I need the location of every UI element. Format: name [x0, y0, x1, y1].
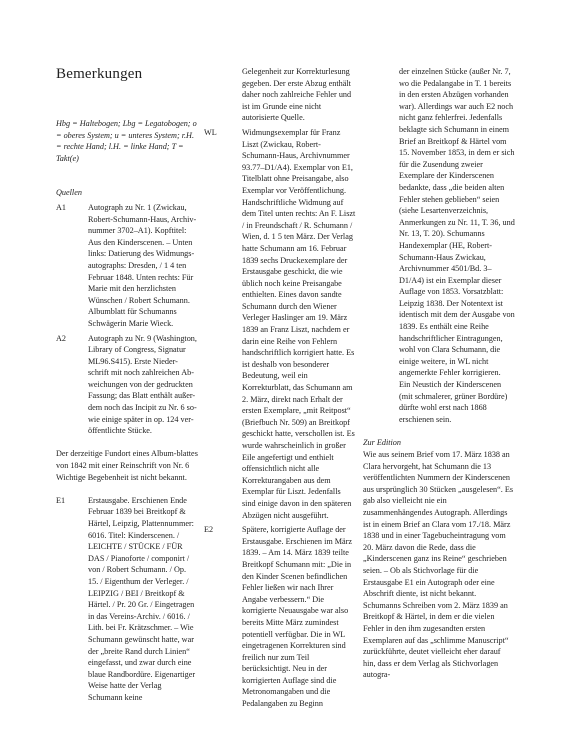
source-description: Autograph zu Nr. 1 (Zwickau, Robert-Schumann-Haus, Archiv-nummer 3702–A1). Kopftitel: Aus den Kinderscenen. – Unten links: Datierung des Widmungs-autographs: Dresden, / 1 4 ten Februar 1848. Unten rechts: Für Marie mit den herzlichsten Wünschen / Robert Schumann. Albumblatt für Schumanns Schwägerin Marie Wieck.: [88, 202, 197, 328]
source-description: Widmungsexemplar für Franz Liszt (Zwickau, Robert-Schumann-Haus, Archivnummer 93.77–D1/A4). Exemplar von E1, Titelblatt ohne Preisangabe, also Exemplar vor Veröffentlichung. Handschriftliche Widmung auf dem Titel unten rechts: An F. Liszt / in Freundschaft / R. Schumann / Wien, d. 1 5 ten März. Der Verlag hatte Schumann am 16. Februar 1839 sechs Druckexemplare der Erstausgabe geschickt, die wie üblich noch keine Preisangabe enthielten. Eines davon sandte Schumann durch den Wiener Verleger Haslinger am 19. März 1839 an Franz Liszt, nachdem er darin eine Reihe von Fehlern handschriftlich korrigiert hatte. Es ist deshalb von besonderer Bedeutung, weil ein Korrekturblatt, das Schumann am 2. März, direkt nach Erhalt der ersten Exemplare, „mit Reitpost“ (Briefbuch Nr. 509) an Breitkopf geschickt hatte, verschollen ist. Es wurde wahrscheinlich in großer Eile angefertigt und enthielt offensichtlich nicht alle Korrekturangaben aus dem Exemplar für Liszt. Jedenfalls sind einige davon in den späteren Abzügen nicht ausgeführt.: [242, 127, 356, 520]
column-3: [363, 66, 515, 681]
source-entry-wl: [204, 127, 356, 521]
abbreviations: Hbg = Haltebogen; Lbg = Legatobogen; o = oberes System; u = unteres System; r.H. = rechte Hand; l.H. = linke Hand; T = Takt(e): [56, 119, 197, 163]
source-siglum: A2: [56, 333, 67, 343]
e1-continuation: Gelegenheit zur Korrekturlesung gegeben. Der erste Abzug enthält daher noch zahlreiche Fehler und ist im Grunde eine nicht autorisierte Quelle.: [242, 67, 352, 123]
source-entry-a1: [56, 202, 198, 330]
source-entry-e1: [56, 495, 198, 704]
edition-text: Wie aus seinem Brief vom 17. März 1838 an Clara hervorgeht, hat Schumann die 13 veröffentlichten Nummern der Kinderscenen aus ursprünglich 30 Stücken „ausgelesen“. Es gab also vielleicht nie ein zusammenhängendes Autograph. Allerdings ist in einem Brief an Clara vom 17./18. März 1838 und in einer Tagebucheintragung vom 20. März davon die Rede, dass die „Kinderscenen ganz ins Reine“ geschrieben seien. – Ob als Stichvorlage für die Erstausgabe E1 ein Autograph oder eine Abschrift diente, ist nicht bekannt. Schumanns Schreiben vom 2. März 1839 an Breitkopf & Härtel, in dem er die vielen Fehler in den ihm zugesandten ersten Exemplaren auf das „schlimme Manuscript“ zurückführte, deutet vielleicht eher darauf hin, dass er dem Verlag als Stichvorlagen autogra-: [363, 450, 514, 680]
source-entry-a2: [56, 333, 198, 437]
location-note: Der derzeitige Fundort eines Album-blattes von 1842 mit einer Reinschrift von Nr. 6 Wichtige Begebenheit ist nicht bekannt.: [56, 449, 198, 482]
reprint-note: Ein Neustich der Kinderscenen (mit schmalerer, grüner Bordüre) dürfte wohl erst nach 1868 erschienen sein.: [399, 380, 508, 424]
column-1: [56, 118, 198, 704]
column-2: [204, 66, 356, 710]
e2-continuation: der einzelnen Stücke (außer Nr. 7, wo die Pedalangabe in T. 1 bereits in den ersten Abzügen vorhanden war). Allerdings war auch E2 noch nicht ganz fehlerfrei. Jedenfalls beklagte sich Schumann in einem Brief an Breitkopf & Härtel vom 15. November 1853, in dem er sich für die Zusendung zweier Exemplare der Kinderscenen bedankte, dass „die beiden alten Fehler stehen geblieben“ seien (siehe Lesartenverzeichnis, Anmerkungen zu Nr. 11, T. 36, und Nr. 13, T. 20). Schumanns Handexemplar (HE, Robert-Schumann-Haus Zwickau, Archivnummer 4501/Bd. 3–D1/A4) ist ein Exemplar dieser Auflage von 1853. Vorsatzblatt: Leipzig 1838. Der Notentext ist identisch mit dem der Ausgabe von 1839. Es enthält eine Reihe handschriftlicher Eintragungen, wohl von Clara Schumann, die einige weitere, in WL nicht angemerkte Fehler korrigieren.: [399, 67, 515, 378]
source-siglum: E2: [204, 525, 214, 535]
source-description: Spätere, korrigierte Auflage der Erstausgabe. Erschienen im März 1839. – Am 14. März 1839 teilte Breitkopf Schumann mit: „Die in den Kinder Scenen befindlichen Fehler ließen wir nach Ihrer Angabe verbessern.“ Die korrigierte Neuausgabe war also bereits Mitte März zumindest potentiell verfügbar. Die in WL eingetragenen Korrekturen sind freilich nur zum Teil berücksichtigt. Neu in der korrigierten Auflage sind die Metronomangaben und die Pedalangaben zu Beginn: [242, 525, 353, 709]
sources-heading: Quellen: [56, 188, 82, 198]
source-siglum: WL: [204, 127, 217, 137]
source-entry-e2: [204, 524, 356, 710]
source-siglum: A1: [56, 202, 67, 212]
edition-heading: Zur Edition: [363, 438, 401, 448]
page-title: Bemerkungen: [56, 66, 143, 82]
source-description: Autograph zu Nr. 9 (Washington, Library of Congress, Signatur ML96.S415). Erste Nieder-schrift mit noch zahlreichen Ab-weichungen von der gedruckten Fassung; das Blatt enthält außer-dem noch das Incipit zu Nr. 6 so-wie einige später in op. 124 ver-öffentlichte Stücke.: [88, 333, 197, 436]
source-siglum: E1: [56, 495, 66, 505]
source-description: Erstausgabe. Erschienen Ende Februar 1839 bei Breitkopf & Härtel, Leipzig, Plattennummer: 6016. Titel: Kinderscenen. / LEICHTE / STÜCKE / FÜR DAS / Pianoforte / componirt / von / Robert Schumann. / Op. 15. / Eigenthum der Verleger. / LEIPZIG / BEI / Breitkopf & Härtel. / Pr. 20 Gr. / Eingetragen in das Vereins-Archiv. / 6016. / Lith. bei Fr. Krätzschmer. – Wie Schumann gewünscht hatte, war der „breite Rand durch Linien“ eingefasst, und zwar durch eine blaue Randbordüre. Eigenartiger Weise hatte der Verlag Schumann keine: [88, 495, 196, 702]
